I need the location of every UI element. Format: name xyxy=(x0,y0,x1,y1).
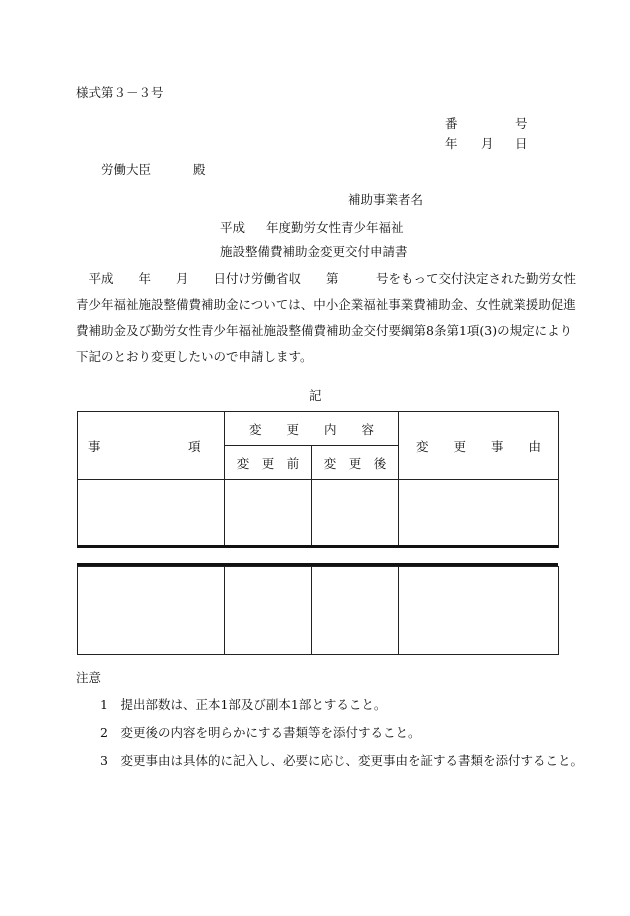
cell-after[interactable] xyxy=(312,480,399,548)
title-line1: 年度勤労女性青少年福祉 xyxy=(266,220,404,235)
notes-heading: 注意 xyxy=(76,670,102,685)
change-table-top xyxy=(77,411,559,548)
addressee-honorific: 殿 xyxy=(193,162,206,177)
number-label-ban: 番 xyxy=(445,116,458,131)
body-line: 青少年福祉施設整備費補助金については、中小企業福祉事業費補助金、女性就業援助促進 xyxy=(76,297,576,312)
cell-before[interactable] xyxy=(225,480,312,548)
table-break-line-top xyxy=(77,545,558,548)
header-before: 変 更 前 xyxy=(225,446,312,480)
applicant-label: 補助事業者名 xyxy=(348,192,424,207)
date-label-month: 月 xyxy=(481,136,494,151)
header-after: 変 更 後 xyxy=(312,446,399,480)
note-item: 2 変更後の内容を明らかにする書類等を添付すること。 xyxy=(100,725,421,740)
cell-before[interactable] xyxy=(225,567,312,655)
form-number: 様式第３－３号 xyxy=(76,85,164,100)
header-change-content: 変 更 内 容 xyxy=(225,412,399,446)
note-item: 1 提出部数は、正本1部及び副本1部とすること。 xyxy=(100,697,387,712)
title-line2: 施設整備費補助金変更交付申請書 xyxy=(220,244,408,259)
ki-heading: 記 xyxy=(309,388,322,403)
change-table-bottom xyxy=(77,566,559,655)
cell-after[interactable] xyxy=(312,567,399,655)
cell-reason[interactable] xyxy=(399,480,559,548)
number-label-go: 号 xyxy=(515,116,528,131)
body-line: 費補助金及び勤労女性青少年福祉施設整備費補助金交付要綱第8条第1項(3)の規定により xyxy=(76,323,573,338)
date-label-year: 年 xyxy=(445,136,458,151)
note-item: 3 変更事由は具体的に記入し、必要に応じ、変更事由を証する書類を添付すること。 xyxy=(100,753,583,768)
date-label-day: 日 xyxy=(515,136,528,151)
body-line: 平成 年 月 日付け労働省収 第 号をもって交付決定された勤労女性 xyxy=(76,271,577,286)
title-era: 平成 xyxy=(220,220,246,235)
body-paragraph xyxy=(76,266,577,370)
body-line: 下記のとおり変更したいので申請します。 xyxy=(76,349,313,364)
addressee-title: 労働大臣 xyxy=(101,162,152,177)
header-item: 事 項 xyxy=(78,412,225,480)
header-change-reason: 変 更 事 由 xyxy=(399,412,559,480)
cell-reason[interactable] xyxy=(399,567,559,655)
cell-item[interactable] xyxy=(78,567,225,655)
cell-item[interactable] xyxy=(78,480,225,548)
